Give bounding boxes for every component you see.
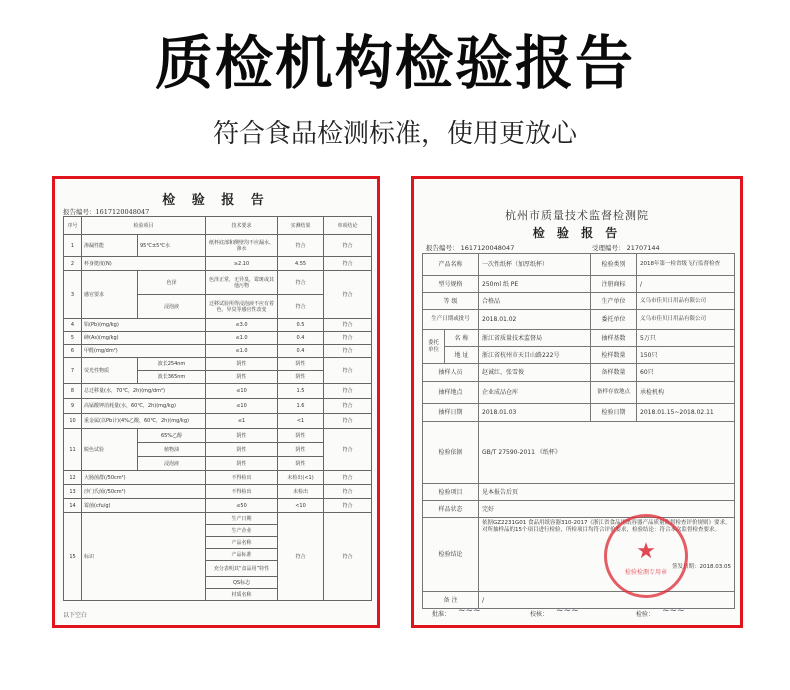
row-item: 沙门氏菌(/50cm²) <box>82 485 206 499</box>
row-requirement: 产品标准 <box>206 549 278 561</box>
row-result: 符合 <box>278 271 324 295</box>
field-label: 备样存放地点 <box>591 382 637 404</box>
field-value: 见本报告后页 <box>479 484 735 501</box>
header-cell: 序号 <box>64 217 82 235</box>
field-label: 委托单位 <box>423 330 445 364</box>
row-item: 砷(As)(mg/kg) <box>82 332 206 345</box>
table-row <box>64 257 372 271</box>
table-row <box>423 276 735 293</box>
row-requirement: 不得检出 <box>206 471 278 485</box>
row-conclusion: 符合 <box>324 471 372 485</box>
row-sub: 波长254nm <box>138 358 206 371</box>
row-requirement: 阴性 <box>206 443 278 457</box>
row-conclusion: 符合 <box>324 332 372 345</box>
page-subtitle: 符合食品检测标准，使用更放心 <box>212 119 577 149</box>
row-result: 阴性 <box>278 443 324 457</box>
row-sub: 65%乙醇 <box>138 429 206 443</box>
row-item: 重金属(以Pb计)(4%乙酸，60℃，2h)(mg/kg) <box>82 414 206 429</box>
left-report-number: 报告编号：1617120048047 <box>63 208 150 216</box>
row-result: 符合 <box>278 235 324 257</box>
field-label: 注册商标 <box>591 276 637 293</box>
table-row <box>423 501 735 518</box>
row-item: 荧光性物质 <box>82 358 138 384</box>
row-conclusion: 符合 <box>324 358 372 384</box>
row-conclusion: 符合 <box>324 414 372 429</box>
field-value: 赵诚红、张雪俊 <box>479 364 591 382</box>
row-conclusion: 符合 <box>324 235 372 257</box>
row-requirement: 阴性 <box>206 358 278 371</box>
field-label: 型号规格 <box>423 276 479 293</box>
row-result: 4.55 <box>278 257 324 271</box>
table-row <box>64 358 372 371</box>
row-conclusion: 符合 <box>324 513 372 601</box>
stamp-text: 检验检测专用章 <box>624 569 667 576</box>
table-row <box>64 384 372 399</box>
field-value: / <box>479 592 735 609</box>
header-cell: 技术要求 <box>206 217 278 235</box>
row-item: 总迁移量(水，70℃，2h)(mg/dm²) <box>82 384 206 399</box>
right-report-title: 检 验 报 告 <box>532 226 622 240</box>
field-value: 合格品 <box>479 293 591 310</box>
row-result: 0.4 <box>278 345 324 358</box>
row-requirement: ≤10 <box>206 384 278 399</box>
field-value: 60只 <box>637 364 735 382</box>
row-conclusion: 符合 <box>324 257 372 271</box>
table-row <box>64 485 372 499</box>
row-requirement: QS标志 <box>206 577 278 589</box>
field-value: 义乌市佳贝日用品有限公司 <box>637 293 735 310</box>
field-value: 义乌市佳贝日用品有限公司 <box>637 310 735 330</box>
row-result: 未检出 <box>278 485 324 499</box>
table-row <box>64 235 372 257</box>
review-label: 校核： <box>530 611 549 618</box>
row-item: 大肠菌群(/50cm²) <box>82 471 206 485</box>
row-result: 未检出(<1) <box>278 471 324 485</box>
row-no: 1 <box>64 235 82 257</box>
field-value: / <box>637 276 735 293</box>
table-row <box>423 422 735 484</box>
row-requirement: 纸杯底部和侧壁均不应漏水、渗水 <box>206 235 278 257</box>
field-label: 抽样日期 <box>423 404 479 422</box>
field-label: 生产单位 <box>591 293 637 310</box>
page-title: 质检机构检验报告 <box>154 29 635 97</box>
row-sub: 波长365nm <box>138 371 206 384</box>
row-no: 12 <box>64 471 82 485</box>
field-label: 委托单位 <box>591 310 637 330</box>
row-item: 杯身挺度(N) <box>82 257 206 271</box>
signature: ~~~ <box>556 606 579 616</box>
approve-label: 批准： <box>432 611 451 618</box>
field-label: 名 称 <box>445 330 479 347</box>
field-label: 检验日期 <box>591 404 637 422</box>
field-label: 检样数量 <box>591 347 637 364</box>
row-no: 13 <box>64 485 82 499</box>
row-no: 4 <box>64 319 82 332</box>
row-sub: 95℃±5℃水 <box>138 235 206 257</box>
row-result: 符合 <box>278 295 324 319</box>
table-row <box>64 499 372 513</box>
table-row <box>423 330 735 347</box>
row-result: 1.6 <box>278 399 324 414</box>
row-item: 渗漏性能 <box>82 235 138 257</box>
row-no: 14 <box>64 499 82 513</box>
conclusion-text: 依据GZ2231G01 食品用纸容器310-2017《浙江省食品用纸容器产品质量监督检查评价规则》要求，对所抽样品的15个项目进行检验，所检项目均符合评价要求，检验结论：符合本次监督检查要求。 <box>482 520 731 533</box>
row-conclusion: 符合 <box>324 499 372 513</box>
left-report-card <box>52 176 380 628</box>
field-value: 2018.01.03 <box>479 404 591 422</box>
header-cell: 检验项目 <box>82 217 206 235</box>
field-value: 250ml 纸 PE <box>479 276 591 293</box>
row-conclusion: 符合 <box>324 399 372 414</box>
row-no: 11 <box>64 429 82 471</box>
row-requirement: ≤3.0 <box>206 319 278 332</box>
table-row <box>423 310 735 330</box>
right-report-table <box>422 253 735 609</box>
field-label: 检验项目 <box>423 484 479 501</box>
field-label: 检验依据 <box>423 422 479 484</box>
row-no: 6 <box>64 345 82 358</box>
table-row <box>64 513 372 525</box>
table-row <box>64 414 372 429</box>
row-requirement: 阴性 <box>206 371 278 384</box>
field-value: 2018.01.02 <box>479 310 591 330</box>
row-item: 感官要求 <box>82 271 138 319</box>
row-conclusion: 符合 <box>324 429 372 471</box>
field-label: 等 级 <box>423 293 479 310</box>
table-row <box>64 319 372 332</box>
row-no: 3 <box>64 271 82 319</box>
table-row <box>423 364 735 382</box>
star-icon: ★ <box>636 539 656 564</box>
table-row <box>423 347 735 364</box>
official-stamp <box>604 514 688 598</box>
field-label: 抽样基数 <box>591 330 637 347</box>
field-label: 检验结论 <box>423 518 479 592</box>
table-row <box>64 471 372 485</box>
row-result: 0.5 <box>278 319 324 332</box>
row-requirement: 生产企业 <box>206 525 278 537</box>
row-requirement: ≤1 <box>206 414 278 429</box>
row-result: 阴性 <box>278 358 324 371</box>
row-requirement: 不得检出 <box>206 485 278 499</box>
row-result: 阴性 <box>278 429 324 443</box>
table-row <box>423 484 735 501</box>
row-result: 符合 <box>278 513 324 601</box>
row-no: 15 <box>64 513 82 601</box>
field-value: 5万只 <box>637 330 735 347</box>
row-requirement: ≤1.0 <box>206 332 278 345</box>
row-requirement: 阴性 <box>206 429 278 443</box>
row-item: 高锰酸钾消耗量(水，60℃，2h)(mg/kg) <box>82 399 206 414</box>
row-result: 1.5 <box>278 384 324 399</box>
row-item: 脱色试验 <box>82 429 138 471</box>
accept-number: 受理编号： 21707144 <box>592 244 660 252</box>
row-sub: 植物油 <box>138 443 206 457</box>
row-result: <10 <box>278 499 324 513</box>
row-no: 8 <box>64 384 82 399</box>
right-report-card <box>411 176 743 628</box>
field-value: 一次性纸杯（加厚纸杯） <box>479 254 591 276</box>
table-row <box>64 429 372 443</box>
row-requirement: ≤50 <box>206 499 278 513</box>
row-requirement: 阴性 <box>206 457 278 471</box>
header-cell: 单项结论 <box>324 217 372 235</box>
row-no: 7 <box>64 358 82 384</box>
institute-name: 杭州市质量技术监督检测院 <box>505 209 649 222</box>
row-requirement: ≥2.10 <box>206 257 278 271</box>
left-report-table <box>63 216 372 601</box>
field-value: 浙江省质量技术监督局 <box>479 330 591 347</box>
sign-date: 签发日期：2018.03.05 <box>672 564 732 570</box>
row-conclusion: 符合 <box>324 319 372 332</box>
field-value: 150只 <box>637 347 735 364</box>
field-label: 抽样地点 <box>423 382 479 404</box>
table-row <box>423 293 735 310</box>
field-value: 2018年第一检省级飞行监督检查 <box>637 254 735 276</box>
right-report-number: 报告编号： 1617120048047 <box>426 244 515 252</box>
table-row <box>64 271 372 295</box>
row-conclusion: 符合 <box>324 271 372 319</box>
table-row <box>423 382 735 404</box>
row-requirement: ≤10 <box>206 399 278 414</box>
row-requirement: 材质名称 <box>206 589 278 601</box>
field-value: 企业成品仓库 <box>479 382 591 404</box>
row-sub: 浸泡液 <box>138 457 206 471</box>
row-requirement: 迁移试验所得浸泡液不应有着色、异臭等感官性改变 <box>206 295 278 319</box>
row-conclusion: 符合 <box>324 384 372 399</box>
field-value: GB/T 27590-2011 《纸杯》 <box>479 422 735 484</box>
field-label: 备 注 <box>423 592 479 609</box>
field-label: 检验类别 <box>591 254 637 276</box>
field-label: 抽样人员 <box>423 364 479 382</box>
row-result: <1 <box>278 414 324 429</box>
row-sub: 浸泡液 <box>138 295 206 319</box>
field-label: 备样数量 <box>591 364 637 382</box>
row-no: 10 <box>64 414 82 429</box>
row-no: 2 <box>64 257 82 271</box>
row-requirement: 生产日期 <box>206 513 278 525</box>
table-row <box>64 399 372 414</box>
left-report-footer: 以下空白 <box>63 612 88 619</box>
row-no: 9 <box>64 399 82 414</box>
signature: ~~~ <box>458 606 481 616</box>
field-label: 样品状态 <box>423 501 479 518</box>
table-header-row <box>64 217 372 235</box>
row-conclusion: 符合 <box>324 345 372 358</box>
field-value: 完好 <box>479 501 735 518</box>
row-item: 甲醛(mg/dm²) <box>82 345 206 358</box>
row-conclusion: 符合 <box>324 485 372 499</box>
field-value: 2018.01.15~2018.02.11 <box>637 404 735 422</box>
row-item: 铅(Pb)(mg/kg) <box>82 319 206 332</box>
signature: ~~~ <box>662 606 685 616</box>
row-item: 标识 <box>82 513 206 601</box>
row-requirement: ≤1.0 <box>206 345 278 358</box>
row-result: 阴性 <box>278 371 324 384</box>
table-row <box>64 345 372 358</box>
table-row <box>64 332 372 345</box>
field-label: 地 址 <box>445 347 479 364</box>
row-requirement: 充分表明其“食品用”特性 <box>206 561 278 577</box>
row-requirement: 产品名称 <box>206 537 278 549</box>
table-row <box>423 404 735 422</box>
field-value: 承检机构 <box>637 382 735 404</box>
row-requirement: 色泽正常，无异臭，霉斑或其他污物 <box>206 271 278 295</box>
row-item: 霉菌(cfu/g) <box>82 499 206 513</box>
row-result: 阴性 <box>278 457 324 471</box>
field-label: 生产日期或批号 <box>423 310 479 330</box>
header-cell: 实测结果 <box>278 217 324 235</box>
field-label: 产品名称 <box>423 254 479 276</box>
check-label: 检验： <box>636 611 655 618</box>
row-result: 0.4 <box>278 332 324 345</box>
row-sub: 色泽 <box>138 271 206 295</box>
field-value: 浙江省杭州市天目山路222号 <box>479 347 591 364</box>
left-report-title: 检 验 报 告 <box>162 193 270 208</box>
row-no: 5 <box>64 332 82 345</box>
table-row <box>423 254 735 276</box>
